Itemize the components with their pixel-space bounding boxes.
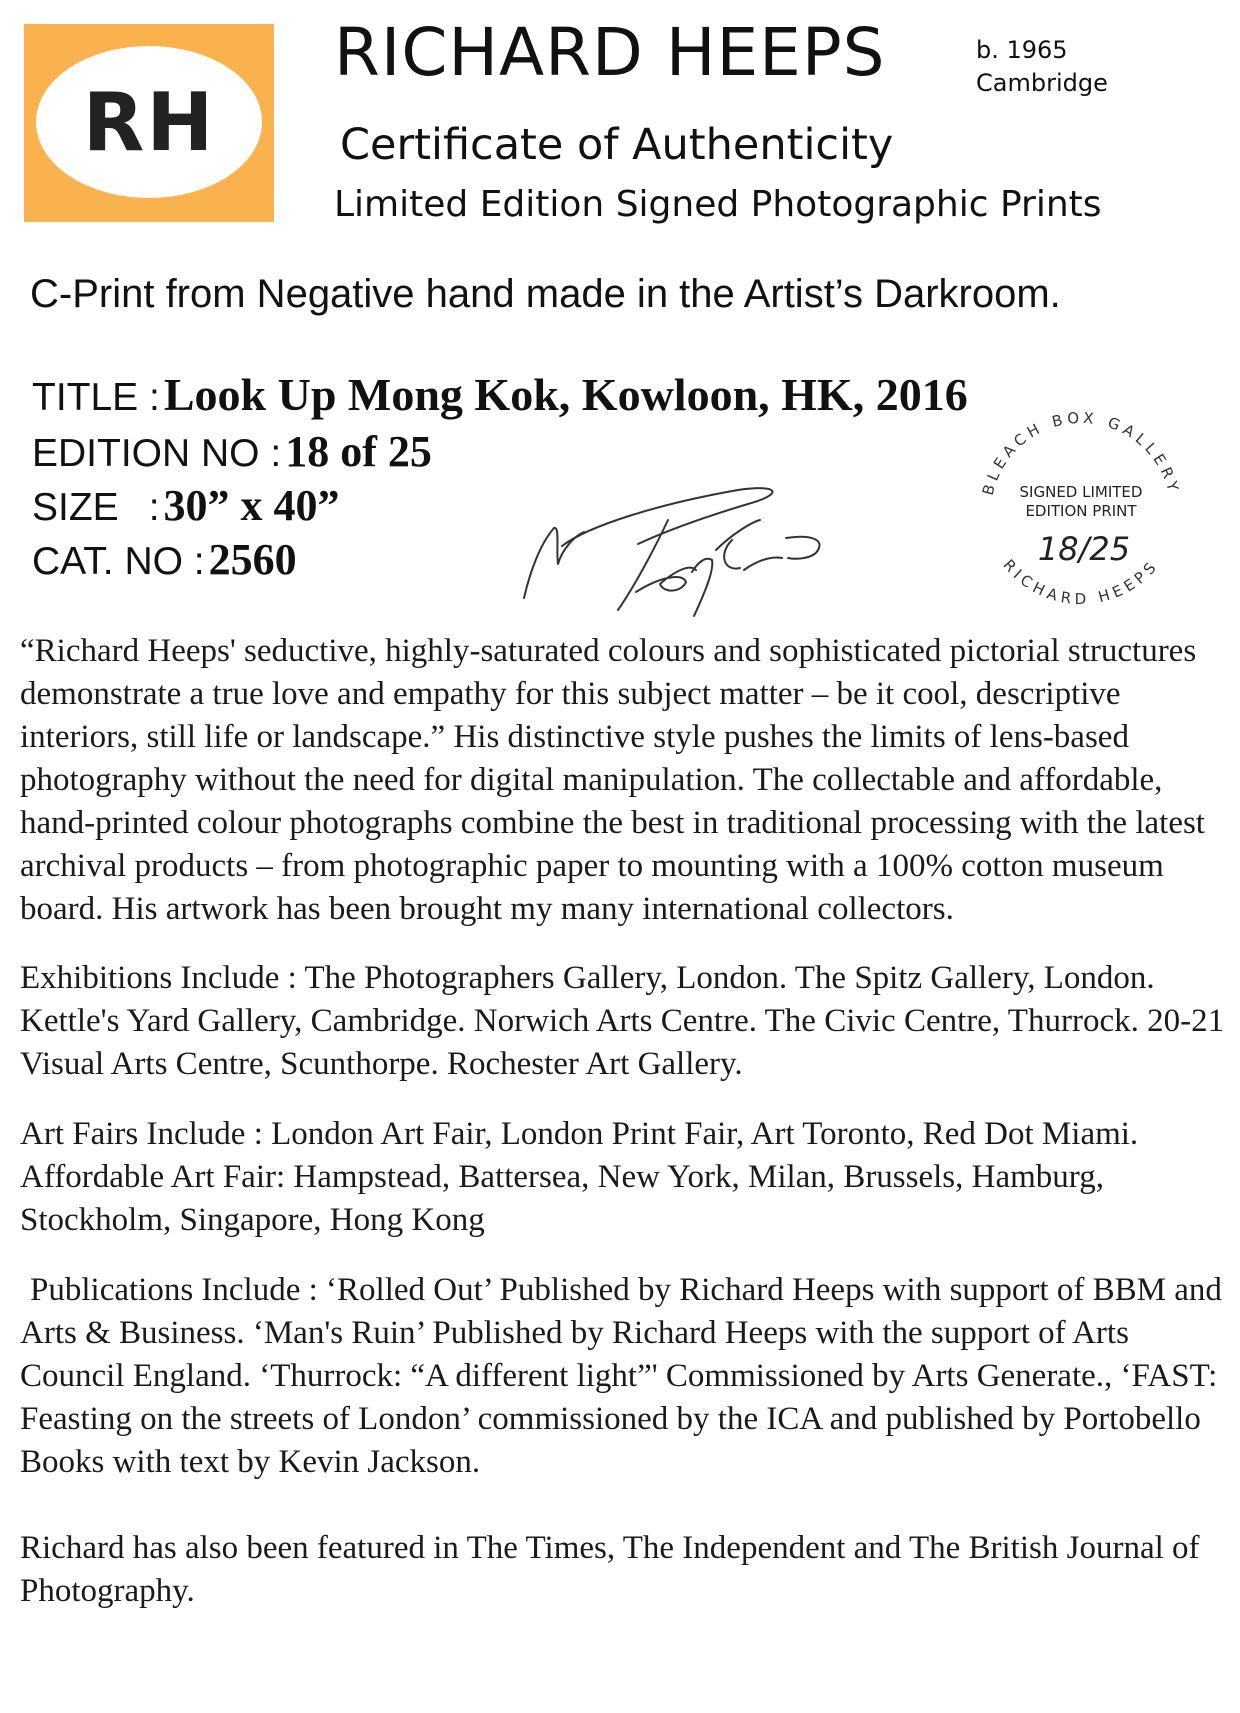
size-value: 30” x 40”: [163, 481, 340, 530]
stamp-top-text: BLEACH BOX GALLERY: [978, 408, 1184, 498]
certificate-subtitle: Limited Edition Signed Photographic Prints: [334, 184, 1102, 225]
size-row: [32, 480, 340, 531]
gallery-stamp: [966, 398, 1196, 628]
edition-row: [32, 426, 432, 477]
artist-quote-paragraph: “Richard Heeps' seductive, highly-saturated colours and sophisticated pictorial structures demonstrate a true love and empathy for this subject matter – be it cool, descriptive interiors, still life or landscape.” His distinctive style pushes the limits of lens-based photography without the need for digital manipulation. The collectable and affordable, hand-printed colour photographs combine the best in traditional processing with the latest archival products – from photographic paper to mounting with a 100% cotton museum board. His artwork has been brought my many international collectors.: [20, 633, 1205, 927]
stamp-center-line2: EDITION PRINT: [1025, 502, 1137, 520]
certificate-title: Certificate of Authenticity: [340, 120, 894, 170]
edition-label: EDITION NO :: [32, 432, 282, 475]
cat-value: 2560: [208, 535, 297, 584]
title-row: [32, 368, 968, 421]
featured-paragraph: Richard has also been featured in The Times, The Independent and The British Journal of Photography.: [20, 1530, 1200, 1609]
title-label: TITLE :: [32, 376, 160, 419]
publications-paragraph: Publications Include : ‘Rolled Out’ Published by Richard Heeps with support of BBM and Arts & Business. ‘Man's Ruin’ Published by Richard Heeps with the support of Arts Council England. ‘Thurrock: “A different light”' Commissioned by Arts Generate., ‘FAST: Feasting on the streets of London’ commissioned by the ICA and published by Portobello Books with text by Kevin Jackson.: [20, 1272, 1222, 1480]
stamp-handwritten-number: 18/25: [1037, 530, 1131, 568]
exhibitions-paragraph: Exhibitions Include : The Photographers Gallery, London. The Spitz Gallery, London. Kettle's Yard Gallery, Cambridge. Norwich Arts Centre. The Civic Centre, Thurrock. 20-21 Visual Arts Centre, Scunthorpe. Rochester Art Gallery.: [20, 960, 1225, 1082]
artist-meta: [976, 34, 1108, 100]
process-line: C-Print from Negative hand made in the Artist’s Darkroom.: [30, 272, 1061, 316]
birthplace: Cambridge: [976, 69, 1108, 97]
size-label: SIZE: [32, 486, 119, 529]
artist-name: RICHARD HEEPS: [334, 14, 886, 91]
edition-value: 18 of 25: [285, 427, 432, 476]
logo: [24, 24, 274, 222]
cat-row: [32, 534, 297, 585]
artist-signature: [518, 480, 858, 620]
art-fairs-paragraph: Art Fairs Include : London Art Fair, London Print Fair, Art Toronto, Red Dot Miami. Affordable Art Fair: Hampstead, Battersea, New York, Milan, Brussels, Hamburg, Stockholm, Singapore, Hong Kong: [20, 1116, 1139, 1238]
stamp-center-line1: SIGNED LIMITED: [1019, 483, 1143, 501]
birth-year: b. 1965: [976, 36, 1068, 64]
logo-oval: [36, 46, 262, 198]
title-value: Look Up Mong Kok, Kowloon, HK, 2016: [163, 369, 968, 420]
logo-text: RH: [82, 75, 216, 169]
stamp-bottom-text: RICHARD HEEPS: [999, 555, 1163, 609]
cat-label: CAT. NO :: [32, 540, 205, 583]
body-text: [20, 630, 1230, 1613]
size-colon: :: [148, 486, 160, 529]
